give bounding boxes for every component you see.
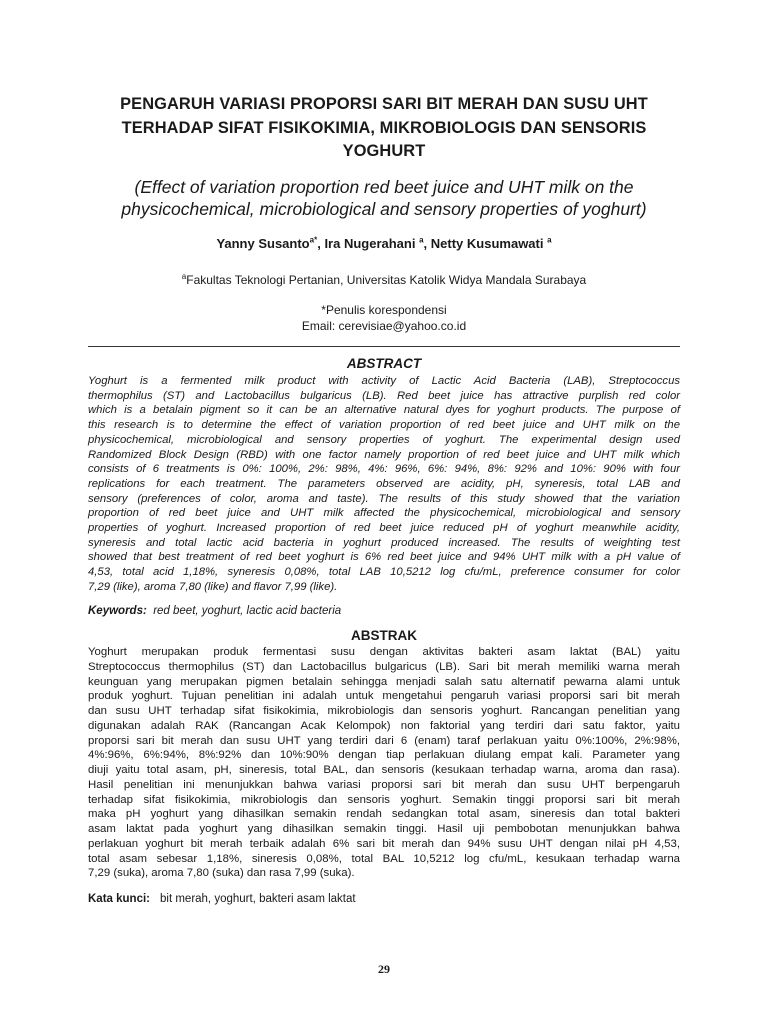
keywords: Keywords: red beet, yoghurt, lactic acid bacteria [88,605,342,617]
correspondence [0,302,768,334]
abstract-line: physicochemical, microbiological and sensory properties of yoghurt. The experimental design used [88,433,680,446]
paper-title [92,93,676,164]
abstrak-heading: ABSTRAK [351,628,417,643]
author-name: Ira Nugerahani [324,236,416,251]
subtitle-line: (Effect of variation proportion red beet juice and UHT milk on the [134,177,634,197]
abstrak-line: total asam sebesar 1,18%, sineresis 0,08%, total BAL 10,5212 log cfu/mL, kesukaan terhadap warna [88,852,680,865]
abstract-line: Yoghurt is a fermented milk product with activity of Lactic Acid Bacteria (LAB), Streptococcus [88,375,680,387]
kata-kunci [88,893,356,905]
abstrak-line: asam laktat pada yoghurt yang dihasilkan semakin tinggi. Hasil uji pembobotan menunjukkan bahwa [88,823,680,835]
correspondence-email: Email: cerevisiae@yahoo.co.id [301,319,467,333]
abstrak-line: dan susu UHT terhadap sifat fisikokimia, mikrobiologis dan sensoris yoghurt. Rancangan penelitian yang [88,705,680,717]
abstrak-line: Hasil penelitian ini menunjukkan bahwa variasi proporsi sari bit merah dan susu UHT berpengaruh [88,778,680,791]
abstract-heading: ABSTRACT [346,356,422,371]
keywords-value: red beet, yoghurt, lactic acid bacteria [153,605,342,617]
affiliation-text: Fakultas Teknologi Pertanian, Universitas Katolik Widya Mandala Surabaya [186,273,587,287]
kata-kunci-label: Kata kunci: [88,893,150,905]
abstract-line: showed that best treatment of red beet yoghurt is 6% red beet juice and 94% UHT milk with a pH value of [88,551,680,564]
abstract-line: 4,53, total acid 1,18%, syneresis 0,08%, total LAB 10,5212 log cfu/mL, preference consumer for color [88,566,680,579]
title-line: TERHADAP SIFAT FISIKOKIMIA, MIKROBIOLOGIS DAN SENSORIS [121,118,647,137]
abstract-line: 7,29 (like), aroma 7,80 (like) and flavor 7,99 (like). [88,580,338,593]
abstract-line: syneresis and total lactic acid bacteria in yoghurt produced increased. The results of weighting test [88,536,680,549]
author-name: Yanny Susanto [216,236,310,251]
abstrak-line: Yoghurt merupakan produk fermentasi susu dengan aktivitas bakteri asam laktat (BAL) yaitu [88,646,680,658]
author-name: Netty Kusumawati [430,236,544,251]
kata-kunci-value: bit merah, yoghurt, bakteri asam laktat [160,893,356,905]
abstrak-body [88,645,680,881]
abstract-line: consists of 6 treatments is 0%: 100%, 2%: 98%, 4%: 96%, 6%: 94%, 8%: 92% and 10%: 90% with four [88,463,680,476]
abstract-body [88,374,680,595]
keywords-label: Keywords [88,605,143,617]
abstrak-line: 7,29 (suka), aroma 7,80 (suka) dan rasa 7,99 (suka). [88,867,355,880]
abstrak-line: diuji yaitu total asam, pH, sineresis, total BAL, dan sensoris (kesukaan terhadap warna, aroma dan rasa). [88,764,680,776]
abstrak-line: maka pH yoghurt yang dihasilkan semakin rendah sedangkan total asam, sineresis dan total bakteri [88,808,680,821]
abstrak-line: proporsi sari bit merah dan susu UHT yang terdiri dari 6 (enam) taraf perlakuan yaitu 0%:100%, 2%:98%, [88,734,680,747]
abstract-line: this research is to determine the effect of variation proportion of red beet juice and UHT milk on the [88,419,680,432]
author-superscript: a* [309,235,318,245]
abstrak-line: 4%:96%, 6%:94%, 8%:92% dan 10%:90% dengan tiap perlakuan diulang empat kali. Parameter yang [88,749,680,762]
paper-subtitle [80,176,688,220]
horizontal-divider [88,346,680,347]
abstract-line: proportion of red beet juice and UHT milk affected the physicochemical, microbiological and sensory [88,507,680,520]
author-superscript: a [547,235,552,245]
abstrak-line: produk yoghurt. Tujuan penelitian ini adalah untuk mengetahui pengaruh variasi proporsi sari bit merah [88,690,680,703]
abstrak-line: keunguan yang merupakan pigmen betalain sehingga menjadi salah satu alternatif pewarna alami untuk [88,675,680,688]
abstract-line: thermophilus (ST) and Lactobacillus bulgaricus (LB). Red beet juice has attractive purplish red color [88,389,680,402]
correspondence-label: *Penulis korespondensi [321,303,447,317]
abstrak-line: digunakan adalah RAK (Rancangan Acak Kelompok) non faktorial yang terdiri dari satu faktor, yaitu [88,719,680,732]
abstract-line: replications for each treatment. The parameters observed are acidity, pH, syneresis, total LAB and [88,477,680,490]
abstract-line: sensory (preferences of color, aroma and taste). The results of this study showed that the variation [88,492,680,505]
abstrak-line: perlakuan yoghurt bit merah terbaik adalah 6% sari bit merah dan 94% susu UHT dengan nilai pH 4,53, [88,837,680,850]
abstract-line: which is a betalain pigment so it can be an alternative natural dyes for yoghurt products. The purpose of [88,404,680,417]
author-superscript: a [419,235,424,245]
abstract-line: Randomized Block Design (RBD) with one factor namely proportion of red beet juice and UHT milk which [88,448,680,461]
abstract-line: properties of yoghurt. Increased proportion of red beet juice reduced pH of yoghurt meanwhile acidity, [88,522,680,535]
abstrak-line: terhadap sifat fisikokimia, mikrobiologis dan sensoris yoghurt. Semakin tinggi proporsi sari bit merah [88,793,680,806]
page-number: 29 [378,962,390,976]
author-list: Yanny Susanto$^{a*}$, Ira Nugerahani $^a$, Netty Kusumawati $^a$ [216,235,552,251]
abstrak-line: Streptococcus thermophilus (ST) dan Lactobacillus bulgaricus (LB). Sari bit merah memiliki warna merah [88,660,680,673]
affiliation [0,273,768,287]
title-line: YOGHURT [342,142,426,160]
affiliation-superscript: a [181,272,187,281]
subtitle-line: physicochemical, microbiological and sensory properties of yoghurt) [121,199,647,219]
title-line: PENGARUH VARIASI PROPORSI SARI BIT MERAH DAN SUSU UHT [120,95,648,113]
